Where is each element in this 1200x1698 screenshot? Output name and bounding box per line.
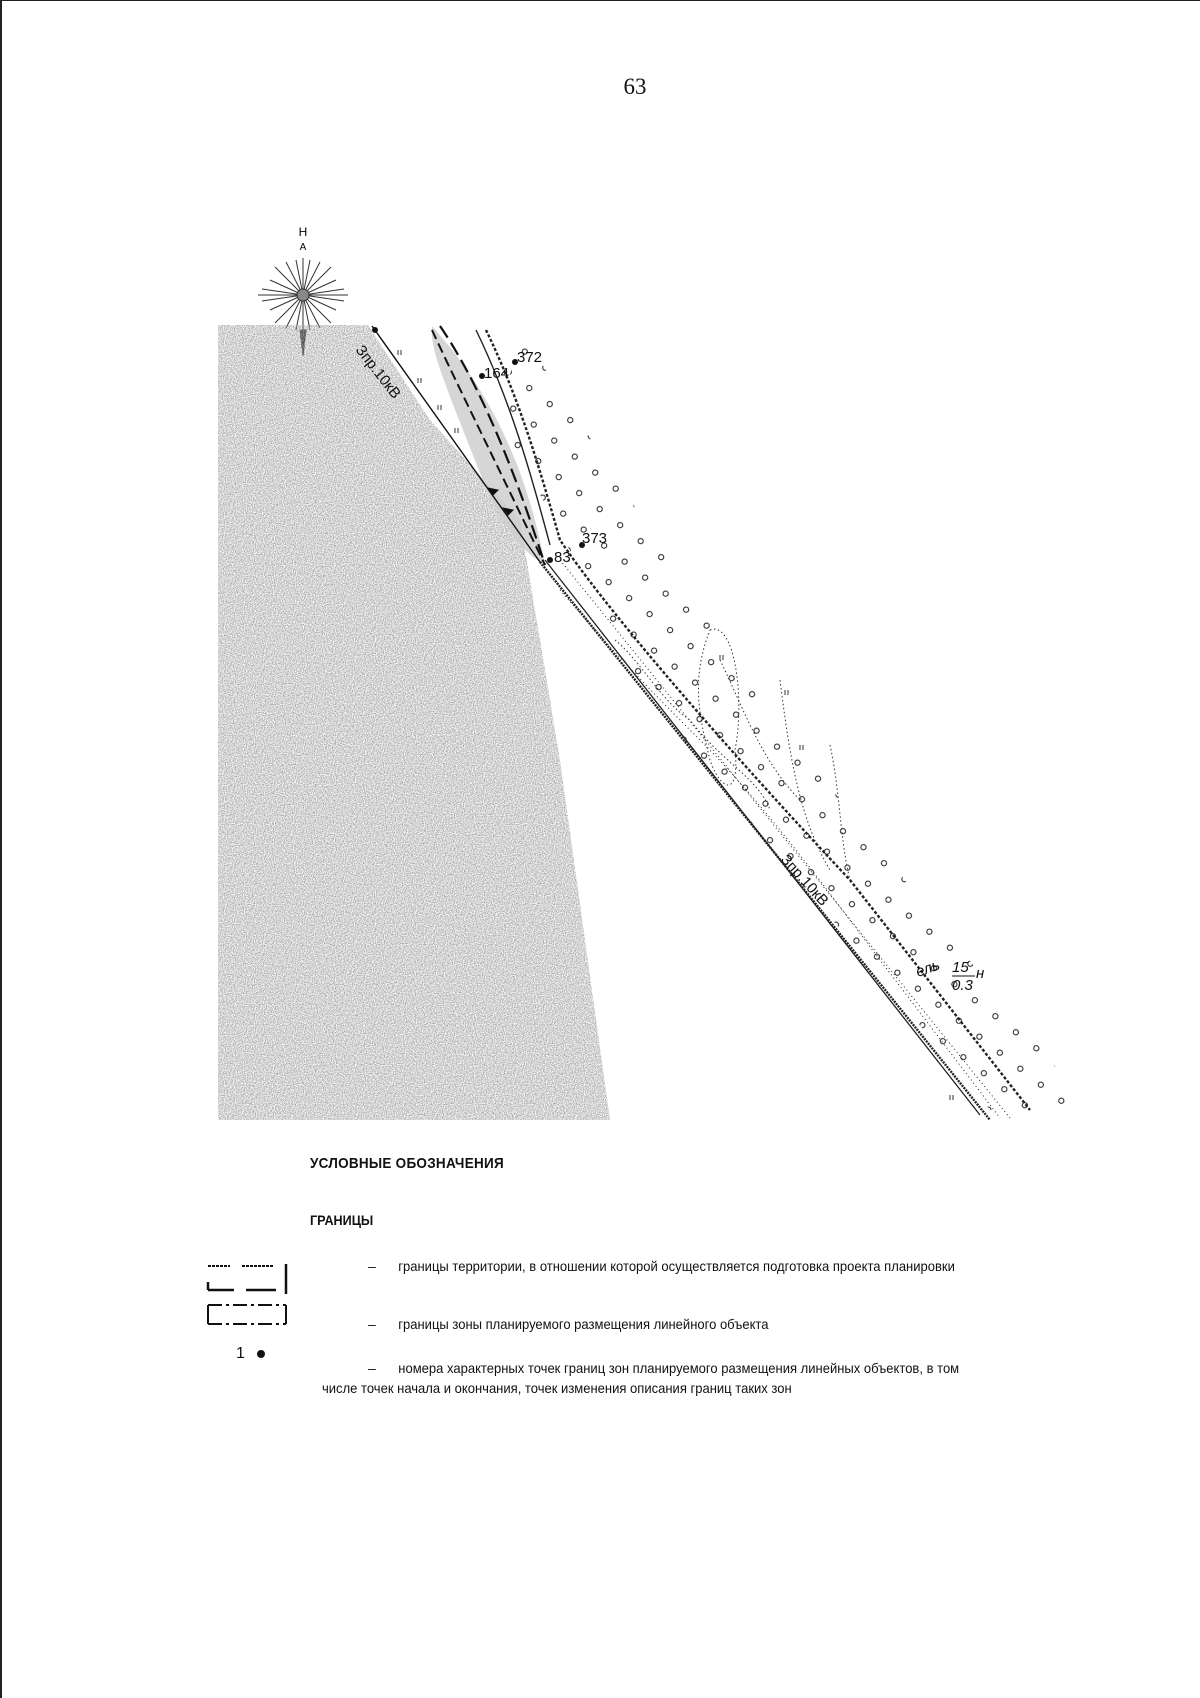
point-label-373: 373 xyxy=(582,530,608,547)
legend-section-borders: ГРАНИЦЫ xyxy=(310,1212,374,1228)
tree-species-label: ель xyxy=(913,956,943,981)
zone-boundary-symbol xyxy=(206,1302,292,1328)
tree-value-label: 0.3 xyxy=(952,977,973,994)
tree-height-label: 15 xyxy=(952,959,969,976)
point-symbol-dot-icon xyxy=(257,1350,265,1358)
legend-text-zone: границы зоны планируемого размещения линейного объекта xyxy=(398,1316,769,1332)
power-line-label-lower: Зпр.10кВ xyxy=(777,851,832,910)
legend-title: УСЛОВНЫЕ ОБОЗНАЧЕНИЯ xyxy=(310,1155,504,1172)
territory-boundary-symbol xyxy=(206,1262,292,1296)
page-number: 63 xyxy=(623,74,647,99)
point-marker-83 xyxy=(547,557,553,563)
legend-dash-3: – xyxy=(368,1360,376,1376)
point-label-164: 164 xyxy=(484,365,510,382)
tree-suffix-label: н xyxy=(976,965,985,982)
compass-arrow-label: A xyxy=(299,242,307,253)
power-line-label-upper: Зпр.10кВ xyxy=(351,341,405,403)
legend-text-territory: границы территории, в отношении которой осуществляется подготовка проекта планировки xyxy=(398,1258,955,1274)
point-symbol-label: 1 xyxy=(236,1345,245,1362)
point-label-372: 372 xyxy=(517,349,543,366)
point-label-83: 83 xyxy=(554,549,571,566)
legend-text-points: номера характерных точек границ зон планируемого размещения линейных объектов, в том числе точек начала и окончания, точек изменения описания границ таких зон xyxy=(322,1360,960,1396)
legend-dash-2: – xyxy=(368,1316,376,1332)
point-symbol xyxy=(236,1344,265,1364)
compass-north-label: Н xyxy=(298,225,308,239)
legend-dash-1: – xyxy=(368,1258,376,1274)
